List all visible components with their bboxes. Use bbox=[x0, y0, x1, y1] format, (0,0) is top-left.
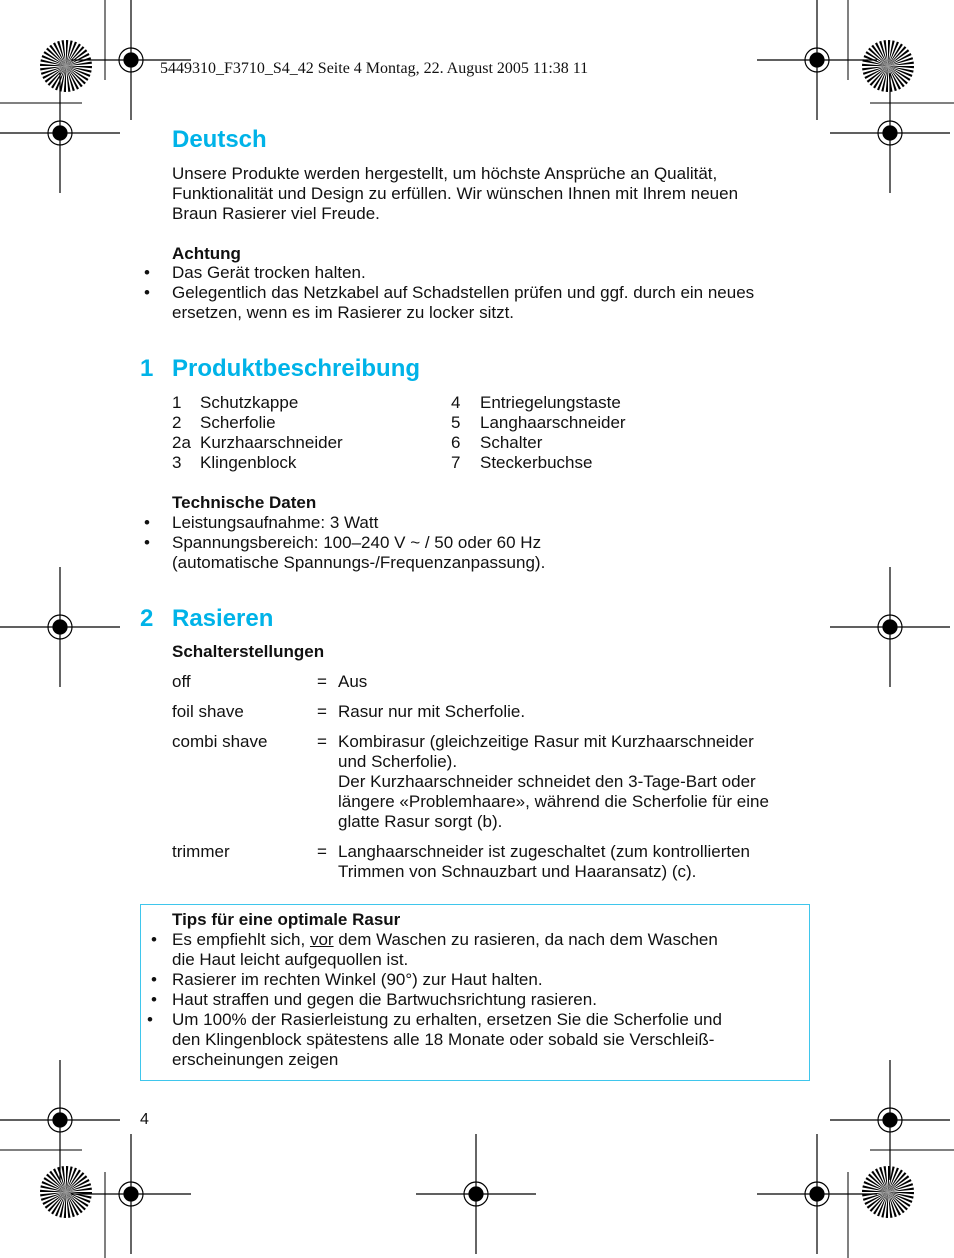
tech-power: Leistungsaufnahme: 3 Watt bbox=[172, 513, 379, 532]
starburst-mark bbox=[862, 40, 914, 92]
switch-key-off: off bbox=[172, 672, 191, 691]
section-1-number: 1 bbox=[140, 355, 154, 382]
switch-val-off: Aus bbox=[338, 672, 368, 691]
part-name: Klingenblock bbox=[200, 453, 297, 472]
switch-val-combi-line: und Scherfolie). bbox=[338, 752, 458, 771]
part-name: Schalter bbox=[480, 433, 543, 452]
part-number: 4 bbox=[451, 393, 461, 412]
switch-val-combi-line: Der Kurzhaarschneider schneidet den 3-Tage-Bart oder bbox=[338, 772, 756, 791]
equals-sign: = bbox=[317, 672, 327, 691]
part-number: 2a bbox=[172, 433, 191, 452]
registration-crosshair bbox=[757, 0, 877, 120]
tech-voltage-line-2: (automatische Spannungs-/Frequenzanpassung). bbox=[172, 553, 546, 572]
bullet: • bbox=[144, 283, 150, 302]
tip-4-line-2: den Klingenblock spätestens alle 18 Monate oder sobald sie Verschleiß- bbox=[172, 1030, 715, 1049]
part-name: Steckerbuchse bbox=[480, 453, 593, 472]
tip-4-line-3: erscheinungen zeigen bbox=[172, 1050, 339, 1069]
part-name: Langhaarschneider bbox=[480, 413, 626, 432]
registration-crosshair bbox=[0, 1060, 120, 1180]
registration-crosshair bbox=[757, 1134, 877, 1254]
switch-val-combi-line: Kombirasur (gleichzeitige Rasur mit Kurzhaarschneider bbox=[338, 732, 754, 751]
switch-val-combi-line: glatte Rasur sorgt (b). bbox=[338, 812, 503, 831]
part-name: Schutzkappe bbox=[200, 393, 299, 412]
part-number: 1 bbox=[172, 393, 182, 412]
part-number: 5 bbox=[451, 413, 461, 432]
tip-2: Rasierer im rechten Winkel (90°) zur Haut halten. bbox=[172, 970, 543, 989]
switch-val-combi-line: längere «Problemhaare», während die Scherfolie für eine bbox=[338, 792, 769, 811]
switch-key-trimmer: trimmer bbox=[172, 842, 230, 861]
switch-val-trimmer-line: Langhaarschneider ist zugeschaltet (zum kontrollierten bbox=[338, 842, 751, 861]
part-name: Scherfolie bbox=[200, 413, 276, 432]
starburst-mark bbox=[40, 40, 92, 92]
bullet: • bbox=[144, 263, 150, 282]
registration-crosshair bbox=[416, 1134, 536, 1254]
part-number: 3 bbox=[172, 453, 182, 472]
equals-sign: = bbox=[317, 732, 327, 751]
section-title-deutsch: Deutsch bbox=[172, 126, 267, 153]
bullet: • bbox=[151, 930, 157, 949]
bullet: • bbox=[144, 513, 150, 532]
intro-line-1: Unsere Produkte werden hergestellt, um höchste Ansprüche an Qualität, bbox=[172, 164, 718, 183]
part-number: 2 bbox=[172, 413, 182, 432]
bullet: • bbox=[144, 533, 150, 552]
equals-sign: = bbox=[317, 842, 327, 861]
section-2-title: Rasieren bbox=[172, 605, 274, 632]
tip-1-line-2: die Haut leicht aufgequollen ist. bbox=[172, 950, 409, 969]
achtung-bullet-2-line-2: ersetzen, wenn es im Rasierer zu locker sitzt. bbox=[172, 303, 515, 322]
starburst-mark bbox=[862, 1166, 914, 1218]
switch-val-trimmer-line: Trimmen von Schnauzbart und Haaransatz) (c). bbox=[338, 862, 697, 881]
bullet: • bbox=[151, 970, 157, 989]
tips-heading: Tips für eine optimale Rasur bbox=[172, 910, 401, 929]
tip-3: Haut straffen und gegen die Bartwuchsrichtung rasieren. bbox=[172, 990, 597, 1009]
registration-crosshair bbox=[830, 567, 950, 687]
registration-crosshair bbox=[830, 1060, 950, 1180]
part-number: 6 bbox=[451, 433, 461, 452]
section-1-title: Produktbeschreibung bbox=[172, 355, 421, 382]
switch-val-foil: Rasur nur mit Scherfolie. bbox=[338, 702, 526, 721]
starburst-mark bbox=[40, 1166, 92, 1218]
tip-4-line-1: Um 100% der Rasierleistung zu erhalten, ersetzen Sie die Scherfolie und bbox=[172, 1010, 722, 1029]
equals-sign: = bbox=[317, 702, 327, 721]
bullet: • bbox=[147, 1010, 153, 1029]
switch-key-combi: combi shave bbox=[172, 732, 268, 751]
file-header: 5449310_F3710_S4_42 Seite 4 Montag, 22. August 2005 11:38 11 bbox=[160, 60, 589, 77]
registration-crosshair bbox=[0, 567, 120, 687]
achtung-bullet-2-line-1: Gelegentlich das Netzkabel auf Schadstellen prüfen und ggf. durch ein neues bbox=[172, 283, 755, 302]
part-name: Entriegelungstaste bbox=[480, 393, 621, 412]
tech-heading: Technische Daten bbox=[172, 493, 317, 512]
part-name: Kurzhaarschneider bbox=[200, 433, 343, 452]
section-2-number: 2 bbox=[140, 605, 154, 632]
switch-key-foil: foil shave bbox=[172, 702, 244, 721]
switch-heading: Schalterstellungen bbox=[172, 642, 325, 661]
page-number: 4 bbox=[140, 1111, 149, 1128]
intro-line-3: Braun Rasierer viel Freude. bbox=[172, 204, 380, 223]
bullet: • bbox=[151, 990, 157, 1009]
tip-1-line-1: Es empfiehlt sich, vor dem Waschen zu rasieren, da nach dem Waschen bbox=[172, 930, 718, 949]
tech-voltage-line-1: Spannungsbereich: 100–240 V ~ / 50 oder 60 Hz bbox=[172, 533, 542, 552]
achtung-heading: Achtung bbox=[172, 244, 241, 263]
achtung-bullet-1: Das Gerät trocken halten. bbox=[172, 263, 366, 282]
underlined-word: vor bbox=[309, 930, 334, 949]
intro-line-2: Funktionalität und Design zu erfüllen. Wir wünschen Ihnen mit Ihrem neuen bbox=[172, 184, 739, 203]
registration-crosshair bbox=[830, 73, 950, 193]
part-number: 7 bbox=[451, 453, 461, 472]
